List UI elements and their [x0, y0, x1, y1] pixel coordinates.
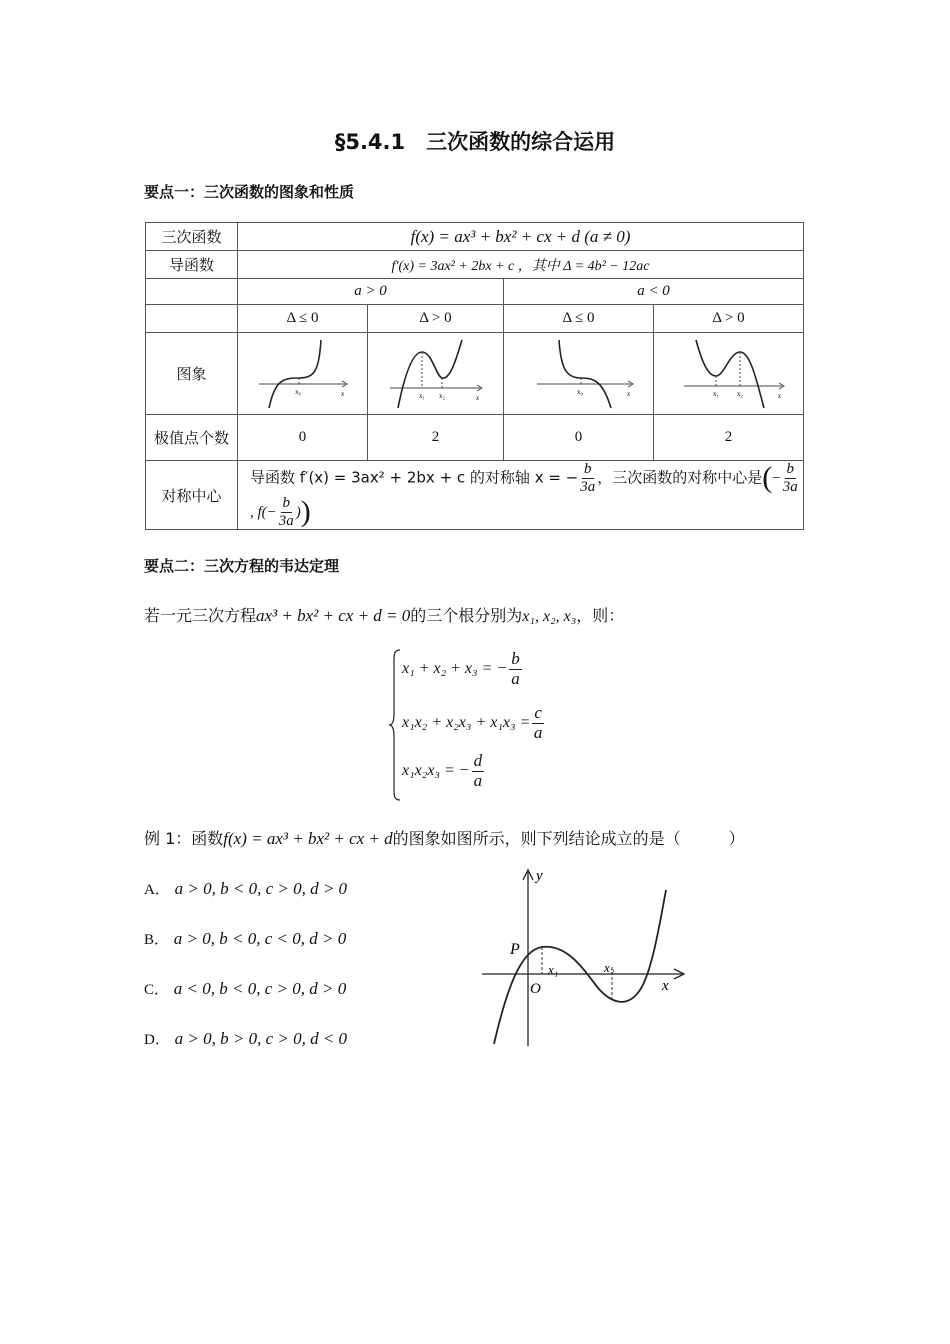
graph-cell-2 — [368, 333, 504, 415]
label-x2: x₂ — [604, 960, 615, 975]
row-label-symmetry: 对称中心 — [146, 461, 238, 530]
label-x0: x₀ — [294, 387, 301, 396]
example-graph — [476, 862, 692, 1050]
symmetry-content: 导函数 f′(x) = 3ax² + 2bx + c 的对称轴 x = − $\frac{b}{3a}$ ，三次函数的对称中心是(− $\frac{b}{3a}$ , f(− $\frac{b}{3a}$ )) — [238, 461, 804, 530]
header-delta-le-2: Δ ≤ 0 — [504, 305, 654, 333]
graph-cell-3 — [504, 333, 654, 415]
label-O: O — [530, 981, 541, 997]
header-a-positive: a > 0 — [238, 279, 504, 305]
label-x: x — [475, 393, 479, 402]
graph-two-extrema-up — [376, 334, 496, 410]
label-x0: x₀ — [576, 387, 583, 396]
extrema-count-2: 2 — [368, 415, 504, 461]
label-x: x — [777, 391, 781, 400]
label-x1: x₁ — [712, 389, 719, 398]
option-a[interactable]: A． a > 0, b < 0, c > 0, d > 0 — [144, 879, 348, 898]
section-heading-1: 要点一：三次函数的图象和性质 — [144, 183, 355, 201]
extrema-count-3: 0 — [504, 415, 654, 461]
row-label-cubic: 三次函数 — [146, 223, 238, 251]
graph-two-extrema-down — [664, 334, 794, 410]
label-x: x — [662, 978, 669, 994]
example-question: 例 1：函数f(x) = ax³ + bx² + cx + d的图象如图所示，则下列结论成立的是（ ） — [144, 829, 745, 848]
option-c[interactable]: C． a < 0, b < 0, c > 0, d > 0 — [144, 979, 347, 998]
row-label-extrema: 极值点个数 — [146, 415, 238, 461]
fraction-b-3a: $\frac{b}{3a}$ — [580, 461, 596, 495]
vieta-eq-2: x₁x₂ + x₂x₃ + x₁x₃ = $\frac{c}{a}$ — [402, 703, 543, 742]
extrema-count-4: 2 — [654, 415, 804, 461]
example-function: f(x) = ax³ + bx² + cx + d — [223, 829, 393, 848]
symmetry-axis-text: 导函数 f′(x) = 3ax² + 2bx + c 的对称轴 x = − — [250, 468, 579, 487]
row-label-graph: 图象 — [146, 333, 238, 415]
label-x1: x₁ — [418, 391, 425, 400]
fraction-b-3a: $\frac{b}{3a}$ — [782, 461, 798, 495]
cubic-formula: f(x) = ax³ + bx² + cx + d (a ≠ 0) — [238, 223, 804, 251]
derivative-formula: f′(x) = 3ax² + 2bx + c ，其中 Δ = 4b² − 12ac — [238, 251, 804, 279]
vieta-eq-1: x₁ + x₂ + x₃ = − $\frac{b}{a}$ — [402, 649, 520, 688]
label-x2: x₂ — [736, 389, 743, 398]
roots: x₁, x₂, x₃ — [522, 608, 577, 625]
fraction-b-3a: $\frac{b}{3a}$ — [278, 495, 294, 529]
extrema-count-1: 0 — [238, 415, 368, 461]
graph-cell-4 — [654, 333, 804, 415]
graph-cell-1 — [238, 333, 368, 415]
symmetry-center-text: ，三次函数的对称中心是 — [597, 468, 763, 487]
label-x: x — [340, 389, 344, 398]
option-b[interactable]: B． a > 0, b < 0, c < 0, d > 0 — [144, 929, 347, 948]
header-delta-gt-1: Δ > 0 — [368, 305, 504, 333]
row-label-derivative: 导函数 — [146, 251, 238, 279]
section-heading-2: 要点二：三次方程的韦达定理 — [144, 557, 340, 575]
vieta-intro: 若一元三次方程ax³ + bx² + cx + d = 0的三个根分别为x₁, x₂, x₃，则： — [144, 606, 625, 625]
empty-cell — [146, 279, 238, 305]
vieta-eq-3: x₁x₂x₃ = − $\frac{d}{a}$ — [402, 751, 483, 790]
option-d[interactable]: D． a > 0, b > 0, c > 0, d < 0 — [144, 1029, 348, 1048]
header-delta-le-1: Δ ≤ 0 — [238, 305, 368, 333]
label-x2: x₂ — [438, 391, 445, 400]
label-P: P — [510, 941, 520, 958]
graph-monotone-decreasing — [519, 334, 639, 410]
page-title: §5.4.1 三次函数的综合运用 — [334, 130, 616, 154]
label-x: x — [626, 389, 630, 398]
label-x1: x₁ — [548, 962, 559, 977]
graph-monotone-increasing — [243, 334, 363, 410]
cubic-equation: ax³ + bx² + cx + d = 0 — [256, 606, 411, 625]
cubic-properties-table — [145, 222, 804, 530]
header-delta-gt-2: Δ > 0 — [654, 305, 804, 333]
empty-cell — [146, 305, 238, 333]
label-y: y — [536, 868, 543, 884]
header-a-negative: a < 0 — [504, 279, 804, 305]
brace-icon — [388, 648, 402, 802]
